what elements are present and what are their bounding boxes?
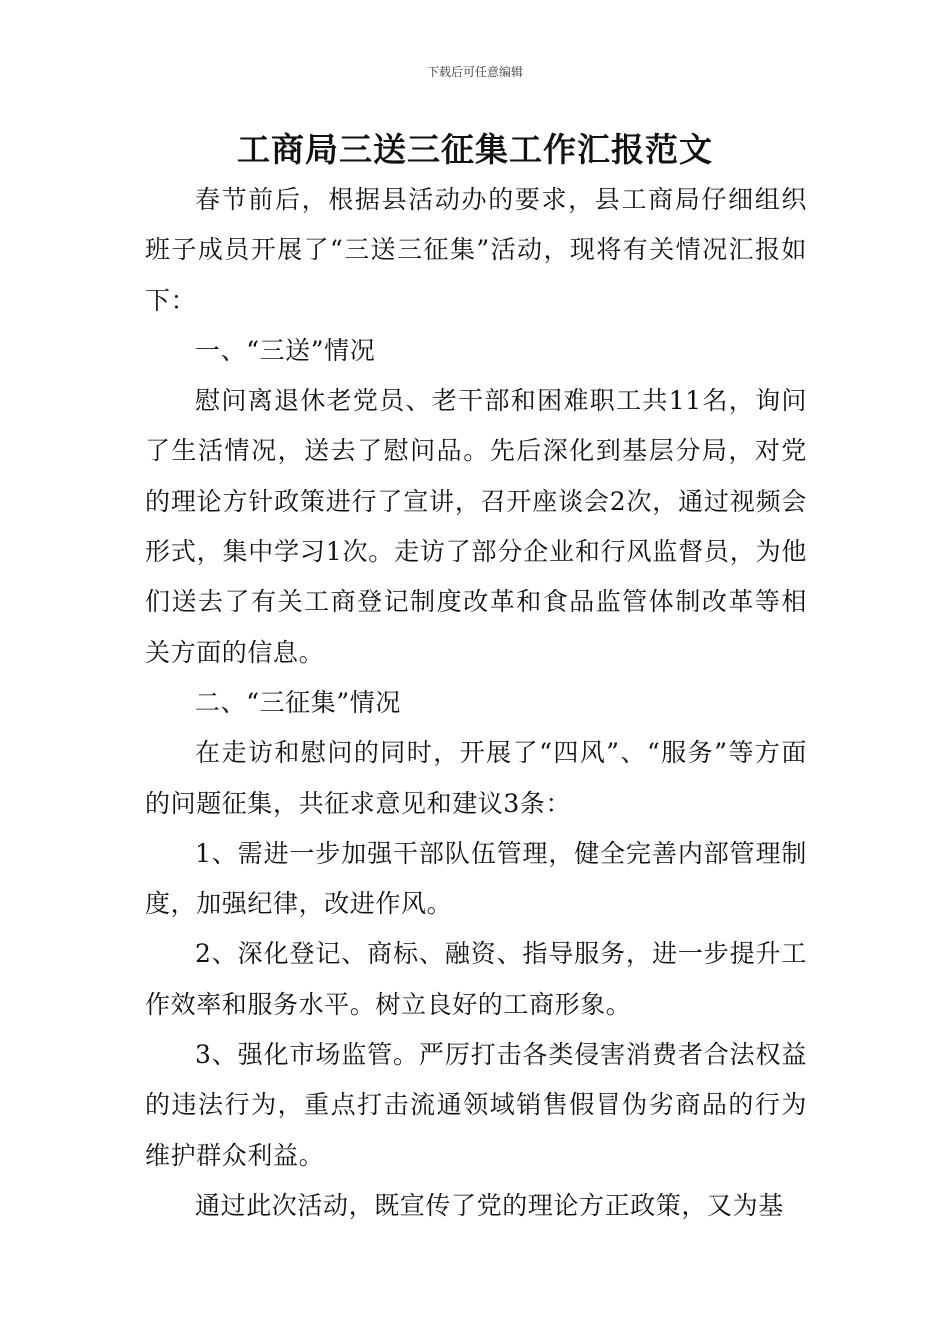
- list-item-2: 2、深化登记、商标、融资、指导服务，进一步提升工作效率和服务水平。树立良好的工商形象。: [145, 939, 807, 1019]
- header-note: 下载后可任意编辑: [426, 65, 523, 79]
- list-item-1: 1、需进一步加强干部队伍管理，健全完善内部管理制度，加强纪律，改进作风。: [145, 838, 807, 919]
- list-item-3: 3、强化市场监管。严厉打击各类侵害消费者合法权益的违法行为，重点打击流通领域销售假冒伪劣商品的行为维护群众利益。: [145, 1040, 807, 1170]
- document-title: 工商局三送三征集工作汇报范文: [237, 130, 713, 169]
- section-heading-sansong: 一、“三送”情况: [195, 335, 376, 365]
- paragraph-sanzhengji-intro: 在走访和慰问的同时，开展了“四风”、“服务”等方面的问题征集，共征求意见和建议3条：: [145, 738, 807, 818]
- paragraph-sansong-detail: 慰问离退休老党员、老干部和困难职工共11名，询问了生活情况，送去了慰问品。先后深化到基层分局，对党的理论方针政策进行了宣讲，召开座谈会2次，通过视频会形式，集中学习1次。走访了部分企业和行风监督员，为他们送去了有关工商登记制度改革和食品监管体制改革等相关方面的信息。: [145, 386, 807, 667]
- paragraph-intro: 春节前后，根据县活动办的要求，县工商局仔细组织班子成员开展了“三送三征集”活动，现将有关情况汇报如下：: [145, 185, 807, 315]
- document-body: [145, 175, 807, 1231]
- section-heading-sanzhengji: 二、“三征集”情况: [195, 687, 401, 717]
- paragraph-conclusion: 通过此次活动，既宣传了党的理论方正政策，又为基: [195, 1190, 784, 1220]
